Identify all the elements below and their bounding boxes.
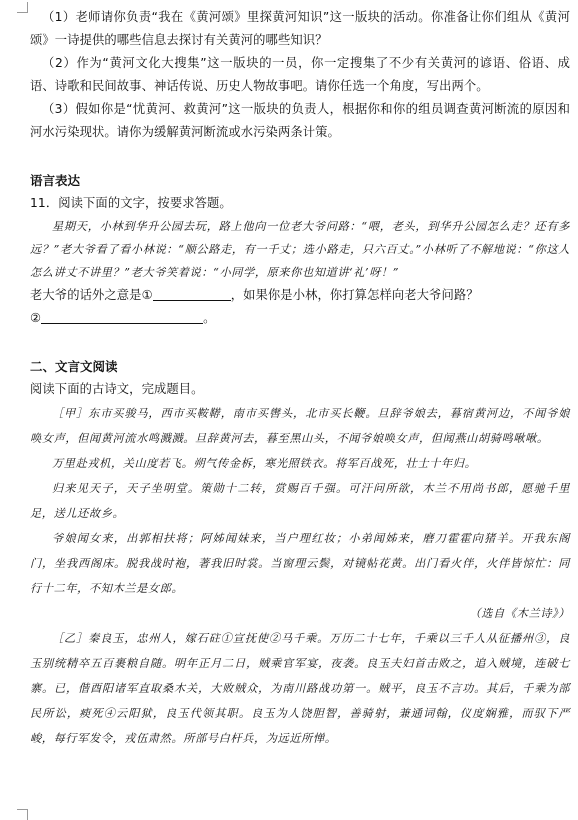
document-page [30, 6, 570, 751]
classical-passage-yi: ［乙］秦良玉，忠州人，嫁石砫①宣抚使②马千乘。万历二十七年，千乘以三千人从征播州③，良玉别统精卒五百裹粮自随。明年正月二日，贼乘官军宴，夜袭。良玉夫妇首击败之，追入贼境，连破七寨。已，偕酉阳诸军直取桑木关，大败贼众，为南川路战功第一。贼平，良玉不言功。其后，千乘为部民所讼，瘐死④云阳狱，良玉代领其职。良玉为人饶胆智，善骑射，兼通词翰，仪度娴雅，而驭下严峻，每行军发令，戎伍肃然。所部号白杆兵，为远近所惮。 [30, 632, 570, 745]
dialogue-passage: 星期天，小林到华升公园去玩，路上他向一位老大爷问路：“喂，老头，到华升公园怎么走？还有多远？”老大爷看了看小林说：“顺公路走，有一千丈；选小路走，只六百丈。”小林听了不解地说：“你这人怎么讲丈不讲里？”老大爷笑着说：“小同学，原来你也知道讲‘礼’呀！” [30, 220, 570, 279]
answer-line-2 [30, 307, 570, 330]
poem-paragraph-4: 爷娘闻女来，出郭相扶将；阿姊闻妹来，当户理红妆；小弟闻姊来，磨刀霍霍向猪羊。开我东阁门，坐我西阁床。脱我战时袍，著我旧时裳。当窗理云鬓，对镜帖花黄。出门看火伴，火伴皆惊忙：同行十二年，不知木兰是女郎。 [30, 532, 570, 595]
section-heading-classical: 二、文言文阅读 [30, 359, 118, 374]
section-heading-language: 语言表达 [30, 173, 81, 188]
answer-blank-1[interactable] [153, 286, 231, 301]
poem-source: （选自《木兰诗》） [469, 607, 570, 620]
poem-paragraph-1: ［甲］东市买骏马，西市买鞍鞯，南市买辔头，北市买长鞭。旦辞爷娘去，暮宿黄河边，不闻爷娘唤女声，但闻黄河流水鸣溅溅。旦辞黄河去，暮至黑山头，不闻爷娘唤女声，但闻燕山胡骑鸣啾啾。 [30, 407, 570, 445]
question-3: （3）假如你是“忧黄河、救黄河”这一版块的负责人，根据你和你的组员调查黄河断流的原因和河水污染现状。请你为缓解黄河断流或水污染两条计策。 [30, 102, 570, 139]
question-11: 11．阅读下面的文字，按要求答题。 [30, 196, 232, 210]
answer-number-2: ② [30, 311, 42, 325]
corner-crop-mark-bottom [17, 809, 28, 820]
prompt-text: 老大爷的话外之意是① [30, 288, 153, 302]
question-1: （1）老师请你负责“我在《黄河颂》里探黄河知识”这一版块的活动。你准备让你们组从《黄河颂》一诗提供的哪些信息去探讨有关黄河的哪些知识？ [30, 10, 570, 47]
classical-intro: 阅读下面的古诗文，完成题目。 [30, 382, 204, 396]
poem-paragraph-2: 万里赴戎机，关山度若飞。朔气传金柝，寒光照铁衣。将军百战死，壮士十年归。 [52, 457, 477, 470]
prompt-text-2: ，如果你是小林，你打算怎样向老大爷问路？ [230, 288, 479, 302]
answer-line-1 [30, 284, 570, 307]
corner-crop-mark-top [17, 2, 28, 13]
period-mark: 。 [203, 311, 216, 325]
question-2: （2）作为“黄河文化大搜集”这一版块的一员，你一定搜集了不少有关黄河的谚语、俗语、成语、诗歌和民间故事、神话传说、历史人物故事吧。请你任选一个角度，写出两个。 [30, 56, 570, 93]
answer-blank-2[interactable] [41, 309, 203, 324]
poem-paragraph-3: 归来见天子，天子坐明堂。策勋十二转，赏赐百千强。可汗问所欲，木兰不用尚书郎，愿驰千里足，送儿还故乡。 [30, 482, 570, 520]
